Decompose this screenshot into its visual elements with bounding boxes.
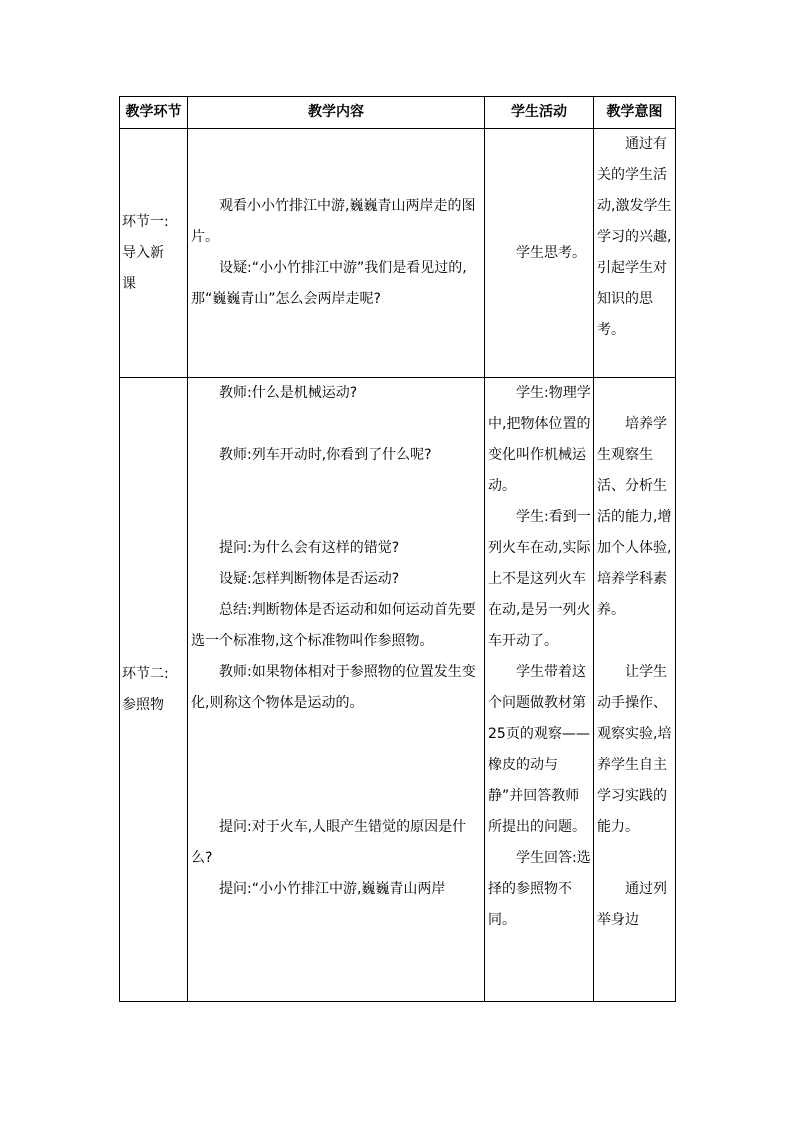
intent-paragraph: 通过有关的学生活动,激发学生学习的兴趣,引起学生对知识的思考。 (597, 136, 672, 338)
intent-cell (594, 378, 676, 1002)
intent-paragraph: 培养学生观察生活、分析生活的能力,增加个人体验,培养学科素养。 (597, 416, 672, 618)
activity-paragraph: 学生:物理学中,把物体位置的变化叫作机械运动。 (488, 385, 591, 494)
activity-cell (485, 378, 594, 1002)
content-paragraph: 提问:对于火车,人眼产生错觉的原因是什么? (191, 819, 467, 866)
content-paragraph: 教师:列车开动时,你看到了什么呢? (219, 447, 432, 463)
lesson-plan-table (119, 96, 676, 1002)
intent-paragraph: 通过列举身边 (597, 881, 667, 928)
content-paragraph: 总结:判断物体是否运动和如何运动首先要选一个标准物,这个标准物叫作参照物。 (191, 602, 476, 649)
header-activity: 学生活动 (485, 97, 594, 129)
table-row (120, 378, 676, 1002)
activity-paragraph: 学生思考。 (516, 244, 586, 261)
content-paragraph: 设疑:“小小竹排江中游”我们是看见过的,那“巍巍青山”怎么会两岸走呢? (191, 260, 467, 307)
content-paragraph: 提问:“小小竹排江中游,巍巍青山两岸 (219, 881, 446, 897)
content-paragraph: 提问:为什么会有这样的错觉? (219, 540, 400, 556)
intent-paragraph: 让学生动手操作、观察实验,培养学生自主学习实践的能力。 (597, 664, 672, 835)
content-cell (188, 129, 485, 378)
header-intent: 教学意图 (594, 97, 676, 129)
header-stage: 教学环节 (120, 97, 188, 129)
content-cell (188, 378, 485, 1002)
header-content: 教学内容 (188, 97, 485, 129)
content-paragraph: 教师:如果物体相对于参照物的位置发生变化,则称这个物体是运动的。 (191, 664, 476, 711)
content-paragraph: 教师:什么是机械运动? (219, 385, 358, 401)
content-paragraph: 观看小小竹排江中游,巍巍青山两岸走的图片。 (191, 198, 476, 245)
activity-paragraph: 学生:看到一列火车在动,实际上不是这列火车在动,是另一列火车开动了。 (488, 509, 591, 649)
activity-paragraph: 学生带着这个问题做教材第25页的观察——橡皮的动与静”并回答教师所提出的问题。 (488, 664, 590, 835)
stage-cell: 环节二: 参照物 (120, 378, 188, 1002)
activity-cell (485, 129, 594, 378)
content-paragraph: 设疑:怎样判断物体是否运动? (219, 571, 400, 587)
intent-cell (594, 129, 676, 378)
table-row (120, 129, 676, 378)
stage-cell: 环节一: 导入新 课 (120, 129, 188, 378)
activity-paragraph: 学生回答:选择的参照物不同。 (488, 850, 591, 928)
header-row (120, 97, 676, 129)
